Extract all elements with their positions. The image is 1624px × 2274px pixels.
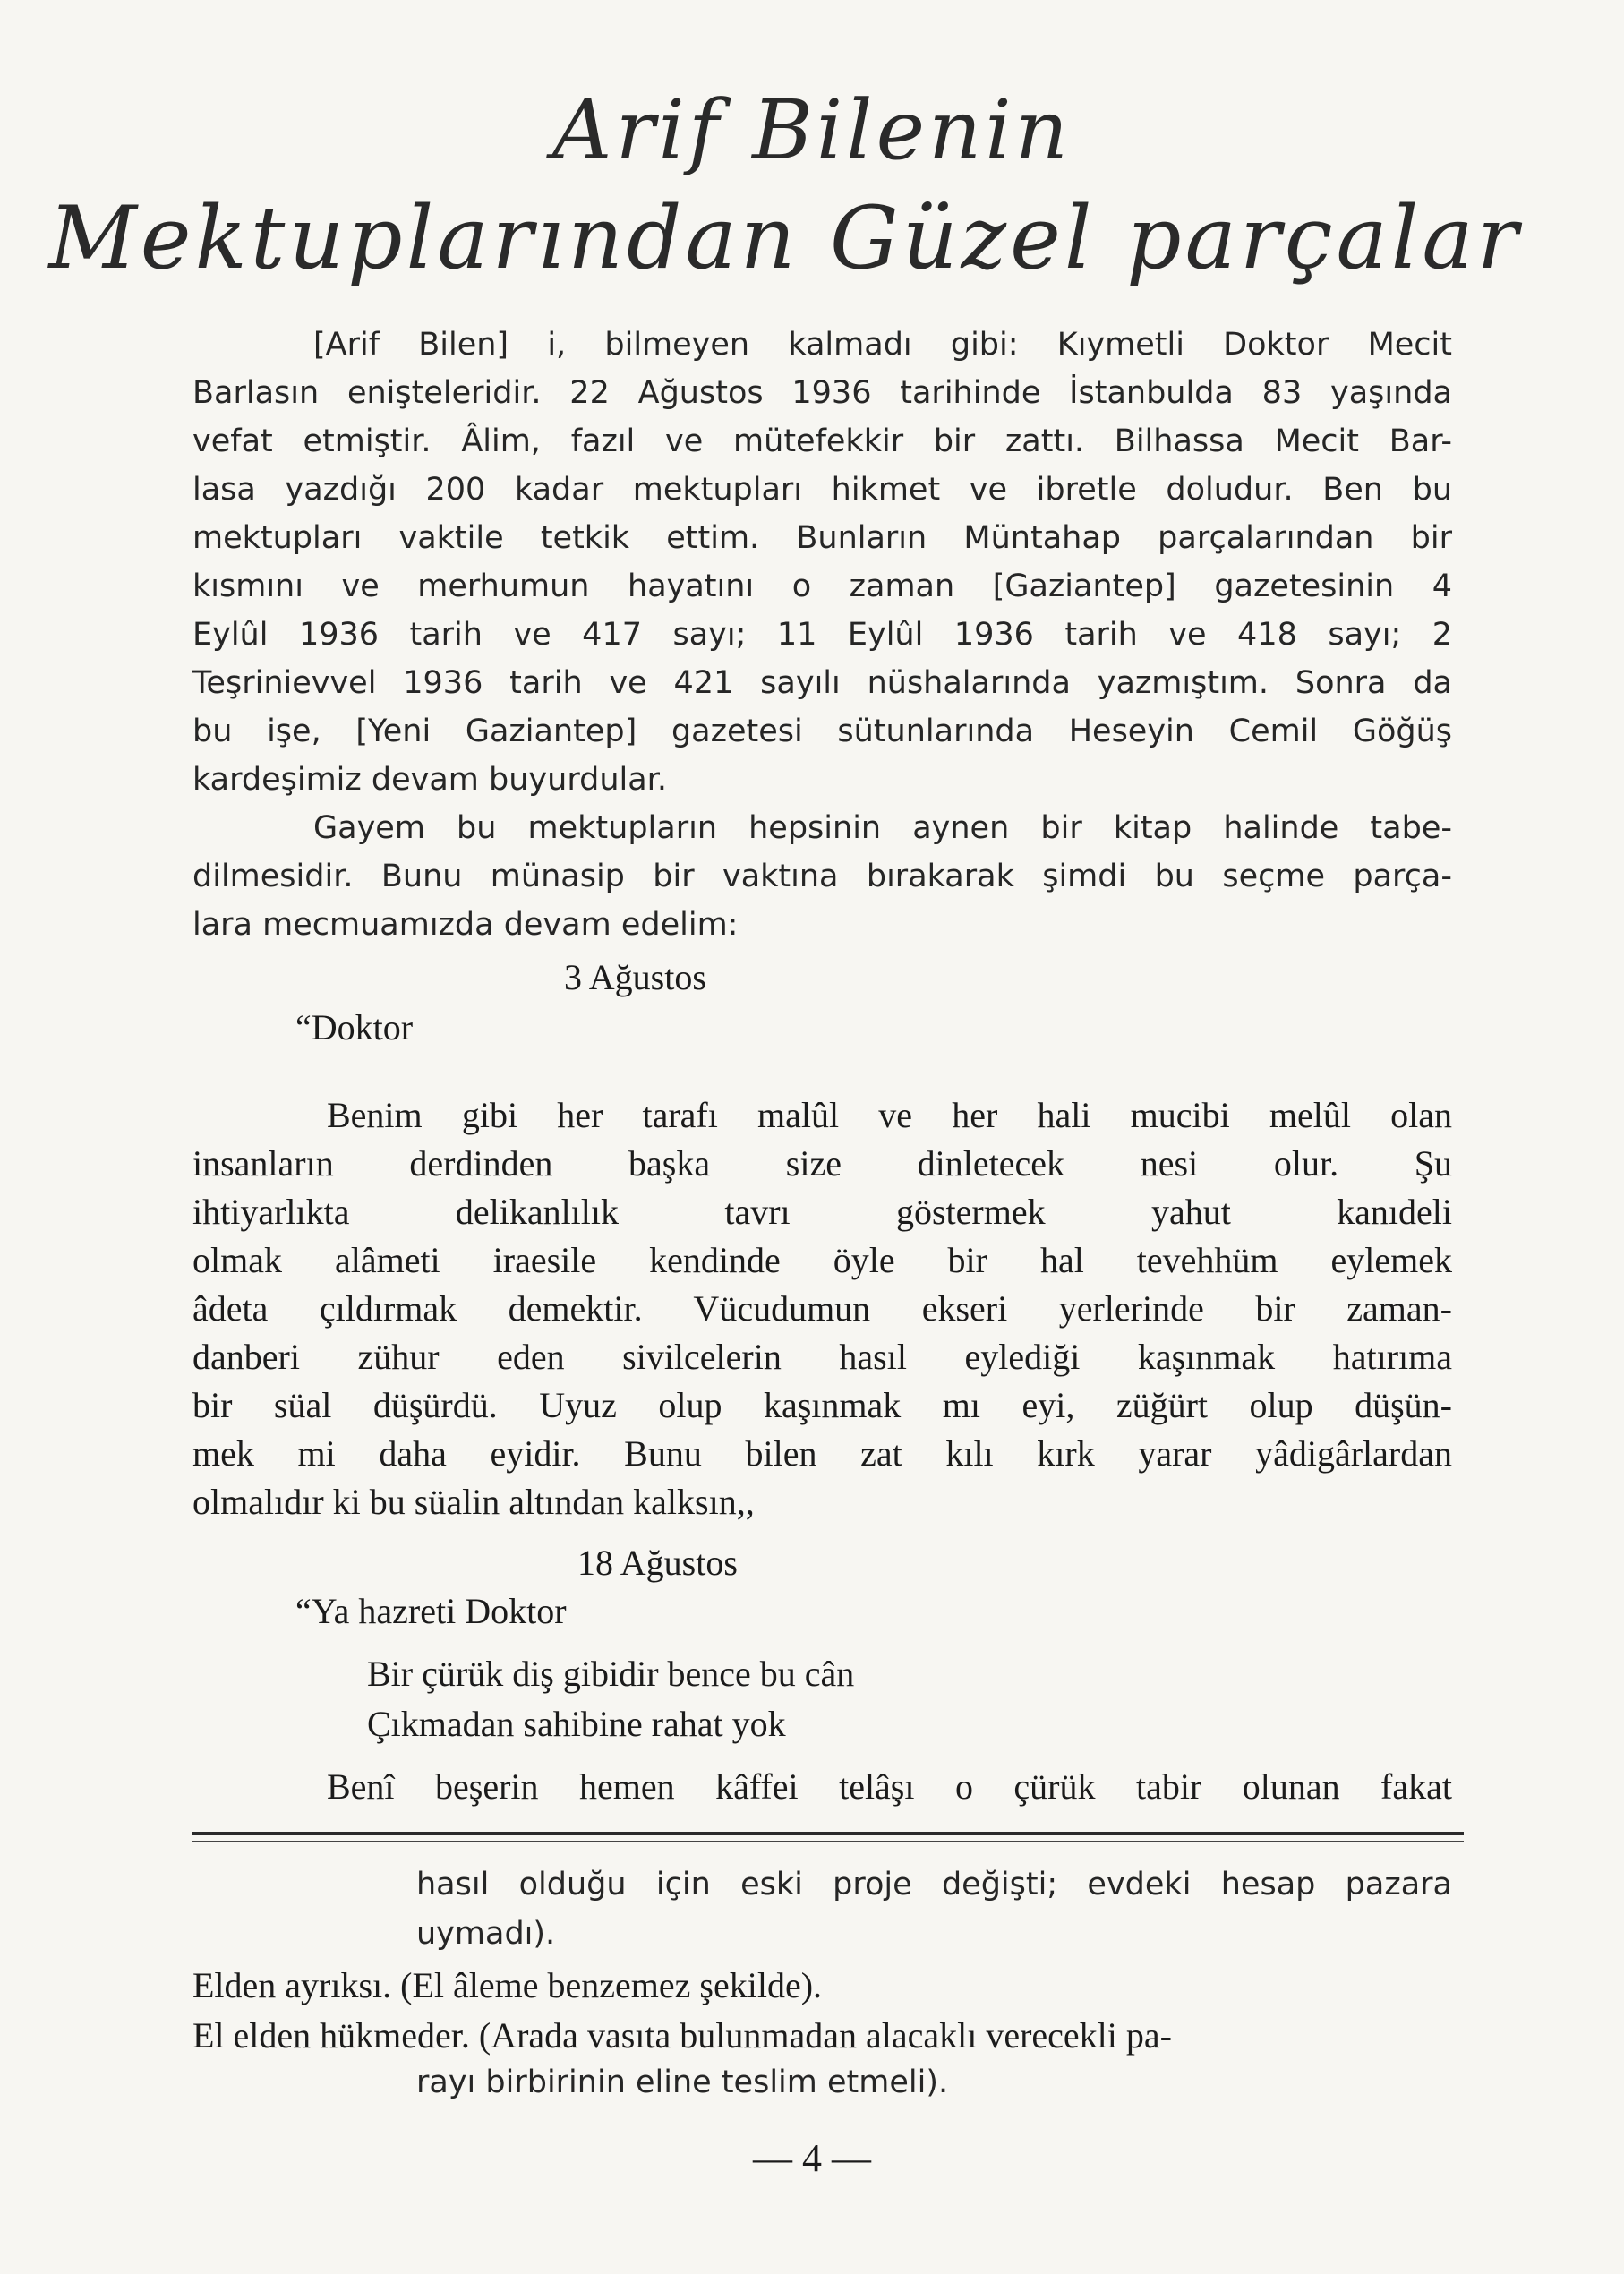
- intro-line: lasa yazdığı 200 kadar mektupları hikmet ve ibretle doludur. Ben bu: [192, 472, 1452, 508]
- footnote-line: uymadı).: [416, 1916, 556, 1952]
- letter-line: Benim gibi her tarafı malûl ve her hali mucibi melûl olan: [327, 1095, 1452, 1135]
- title-line-1: Arif Bilenin: [552, 82, 1072, 178]
- footnote-line: hasıl olduğu için eski proje değişti; evdeki hesap pazara: [416, 1867, 1452, 1902]
- intro-line: lara mecmuamızda devam edelim:: [192, 907, 739, 943]
- intro-line: dilmesidir. Bunu münasip bir vaktına bırakarak şimdi bu seçme parça-: [192, 859, 1452, 894]
- verse-line: Bir çürük diş gibidir bence bu cân: [367, 1654, 855, 1694]
- letter-date: 18 Ağustos: [577, 1543, 738, 1583]
- letter-salutation: “Ya hazreti Doktor: [295, 1591, 567, 1631]
- intro-line: Teşrinievvel 1936 tarih ve 421 sayılı nüshalarında yazmıştım. Sonra da: [192, 665, 1452, 701]
- page-number: — 4 —: [753, 2136, 871, 2180]
- intro-line: vefat etmiştir. Âlim, fazıl ve mütefekkir bir zattı. Bilhassa Mecit Bar-: [192, 423, 1452, 459]
- intro-line: Eylûl 1936 tarih ve 417 sayı; 11 Eylûl 1936 tarih ve 418 sayı; 2: [192, 617, 1452, 653]
- intro-line: mektupları vaktile tetkik ettim. Bunların Müntahap parçalarından bir: [192, 520, 1452, 556]
- letter-date: 3 Ağustos: [564, 957, 706, 997]
- letter-line: ihtiyarlıkta delikanlılık tavrı göstermek yahut kanıdeli: [192, 1192, 1452, 1232]
- intro-line: bu işe, [Yeni Gaziantep] gazetesi sütunlarında Heseyin Cemil Göğüş: [192, 714, 1452, 749]
- intro-line: kısmını ve merhumun hayatını o zaman [Gaziantep] gazetesinin 4: [192, 568, 1452, 604]
- intro-line: Barlasın enişteleridir. 22 Ağustos 1936 tarihinde İstanbulda 83 yaşında: [192, 375, 1452, 411]
- letter-line: olmalıdır ki bu süalin altından kalksın,,: [192, 1482, 755, 1522]
- letter-salutation: “Doktor: [295, 1007, 414, 1047]
- footnote-divider: [192, 1832, 1464, 1835]
- letter-line: insanların derdinden başka size dinletecek nesi olur. Şu: [192, 1143, 1452, 1184]
- letter-line: bir süal düşürdü. Uyuz olup kaşınmak mı eyi, züğürt olup düşün-: [192, 1385, 1452, 1425]
- intro-line: Gayem bu mektupların hepsinin aynen bir kitap halinde tabe-: [313, 810, 1452, 846]
- footnote-divider: [192, 1841, 1464, 1842]
- verse-line: Çıkmadan sahibine rahat yok: [367, 1704, 786, 1744]
- letter-line: Benî beşerin hemen kâffei telâşı o çürük tabir olunan fakat: [327, 1766, 1452, 1807]
- footnote-item: El elden hükmeder. (Arada vasıta bulunmadan alacaklı verecekli pa-: [192, 2015, 1172, 2056]
- letter-line: âdeta çıldırmak demektir. Vücudumun ekseri yerlerinde bir zaman-: [192, 1288, 1452, 1329]
- footnote-item: Elden ayrıksı. (El âleme benzemez şekilde).: [192, 1965, 823, 2005]
- intro-line: kardeşimiz devam buyurdular.: [192, 762, 667, 798]
- intro-line: [Arif Bilen] i, bilmeyen kalmadı gibi: Kıymetli Doktor Mecit: [313, 327, 1452, 363]
- letter-line: danberi zühur eden sivilcelerin hasıl eylediği kaşınmak hatırıma: [192, 1337, 1452, 1377]
- letter-line: olmak alâmeti iraesile kendinde öyle bir hal tevehhüm eylemek: [192, 1240, 1452, 1280]
- title-line-2: Mektuplarından Güzel parçalar: [48, 188, 1522, 288]
- letter-line: mek mi daha eyidir. Bunu bilen zat kılı kırk yarar yâdigârlardan: [192, 1433, 1452, 1474]
- footnote-line: rayı birbirinin eline teslim etmeli).: [416, 2065, 949, 2100]
